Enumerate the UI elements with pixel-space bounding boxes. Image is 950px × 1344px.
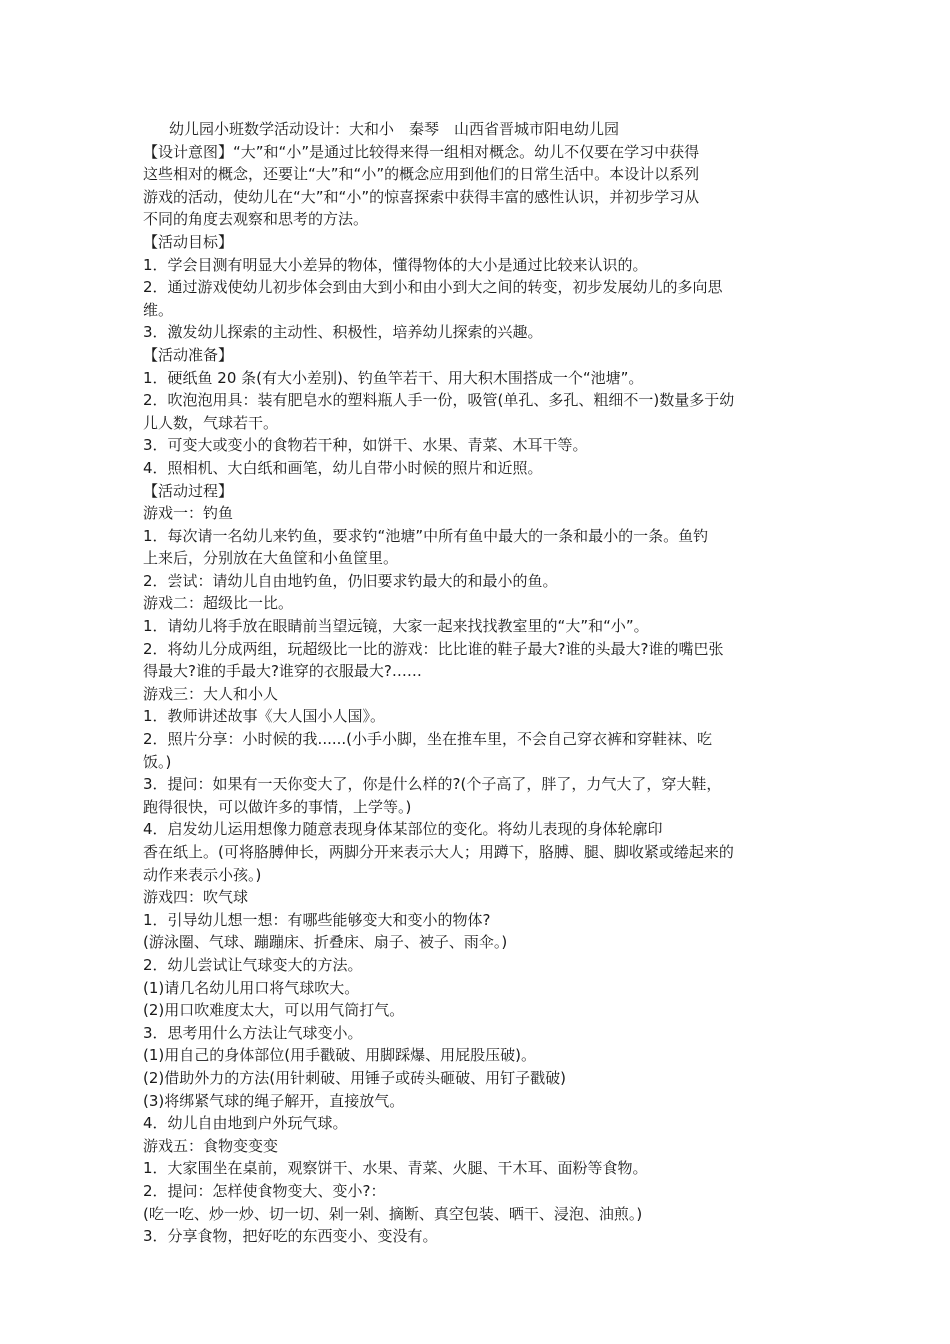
text-line: 1．引导幼儿想一想：有哪些能够变大和变小的物体? — [143, 910, 491, 929]
text-line: 3．激发幼儿探索的主动性、积极性，培养幼儿探索的兴趣。 — [143, 323, 543, 342]
text-line: 跑得很快，可以做许多的事情，上学等。) — [143, 797, 412, 816]
text-line: 游戏的活动，使幼儿在“大”和“小”的惊喜探索中获得丰富的感性认识，并初步学习从 — [143, 187, 700, 206]
game-heading: 游戏四：吹气球 — [143, 888, 249, 907]
text-line: 2．吹泡泡用具：装有肥皂水的塑料瓶人手一份，吸管(单孔、多孔、粗细不一)数量多于幼 — [143, 391, 735, 410]
text-line: 1．大家围坐在桌前，观察饼干、水果、青菜、火腿、干木耳、面粉等食物。 — [143, 1159, 648, 1178]
text-line: 3．思考用什么方法让气球变小。 — [143, 1023, 363, 1042]
text-line: 3．分享食物，把好吃的东西变小、变没有。 — [143, 1227, 438, 1246]
section-heading: 【活动过程】 — [143, 481, 234, 500]
text-line: 2．提问：怎样使食物变大、变小?： — [143, 1181, 386, 1200]
text-line: 2．通过游戏使幼儿初步体会到由大到小和由小到大之间的转变，初步发展幼儿的多向思 — [143, 278, 723, 297]
text-line: (3)将绑紧气球的绳子解开，直接放气。 — [143, 1091, 405, 1110]
text-line: 这些相对的概念，还要让“大”和“小”的概念应用到他们的日常生活中。本设计以系列 — [143, 165, 700, 184]
game-heading: 游戏一：钓鱼 — [143, 504, 234, 523]
text-line: 2．照片分享：小时候的我......(小手小脚，坐在推车里，不会自己穿衣裤和穿鞋袜、吃 — [143, 730, 713, 749]
text-line: (2)借助外力的方法(用针刺破、用锤子或砖头砸破、用钉子戳破) — [143, 1068, 566, 1087]
text-line: 3．提问：如果有一天你变大了，你是什么样的?(个子高了，胖了，力气大了，穿大鞋， — [143, 775, 722, 794]
text-line: 1．请幼儿将手放在眼睛前当望远镜，大家一起来找找教室里的“大”和“小”。 — [143, 617, 649, 636]
game-heading: 游戏三：大人和小人 — [143, 684, 279, 703]
text-line: 得最大?谁的手最大?谁穿的衣服最大?…… — [143, 662, 422, 681]
text-line: 4．启发幼儿运用想像力随意表现身体某部位的变化。将幼儿表现的身体轮廓印 — [143, 820, 663, 839]
text-line: (1)用自己的身体部位(用手戳破、用脚踩爆、用屁股压破)。 — [143, 1046, 536, 1065]
text-line: 1．硬纸鱼 20 条(有大小差别)、钓鱼竿若干、用大积木围搭成一个“池塘”。 — [143, 368, 644, 387]
text-line: 动作来表示小孩。) — [143, 865, 262, 884]
text-line: 上来后，分别放在大鱼筐和小鱼筐里。 — [143, 549, 399, 568]
text-line: 儿人数，气球若干。 — [143, 413, 279, 432]
text-line: 2．尝试：请幼儿自由地钓鱼，仍旧要求钓最大的和最小的鱼。 — [143, 571, 558, 590]
text-line: 不同的角度去观察和思考的方法。 — [143, 210, 369, 229]
section-heading: 【活动准备】 — [143, 345, 234, 364]
text-line: 2．幼儿尝试让气球变大的方法。 — [143, 955, 363, 974]
text-line: (吃一吃、炒一炒、切一切、剁一剁、摘断、真空包装、晒干、浸泡、油煎。) — [143, 1204, 643, 1223]
text-line: 1．教师讲述故事《大人国小人国》。 — [143, 707, 386, 726]
document-body — [143, 118, 810, 1248]
text-line: 4．幼儿自由地到户外玩气球。 — [143, 1114, 348, 1133]
text-line: 2．将幼儿分成两组，玩超级比一比的游戏：比比谁的鞋子最大?谁的头最大?谁的嘴巴张 — [143, 639, 724, 658]
game-heading: 游戏五：食物变变变 — [143, 1136, 279, 1155]
text-line: 4．照相机、大白纸和画笔，幼儿自带小时候的照片和近照。 — [143, 458, 543, 477]
text-line: 饭。) — [143, 752, 172, 771]
text-line: 维。 — [143, 300, 174, 319]
game-heading: 游戏二：超级比一比。 — [143, 594, 294, 613]
text-line: 3．可变大或变小的食物若干种，如饼干、水果、青菜、木耳干等。 — [143, 436, 588, 455]
text-line: 香在纸上。(可将胳膊伸长，两脚分开来表示大人；用蹲下，胳膊、腿、脚收紧或绻起来的 — [143, 843, 734, 861]
section-heading: 【活动目标】 — [143, 232, 234, 251]
text-line: 1．学会目测有明显大小差异的物体，懂得物体的大小是通过比较来认识的。 — [143, 255, 648, 274]
text-line: (游泳圈、气球、蹦蹦床、折叠床、扇子、被子、雨伞。) — [143, 933, 508, 952]
text-line: 1．每次请一名幼儿来钓鱼，要求钓“池塘”中所有鱼中最大的一条和最小的一条。鱼钓 — [143, 526, 709, 545]
document-title: 幼儿园小班数学活动设计：大和小 秦琴 山西省晋城市阳电幼儿园 — [169, 120, 620, 138]
text-line: 【设计意图】“大”和“小”是通过比较得来得一组相对概念。幼儿不仅要在学习中获得 — [143, 142, 700, 161]
text-line: (2)用口吹难度太大，可以用气筒打气。 — [143, 1001, 405, 1020]
text-line: (1)请几名幼儿用口将气球吹大。 — [143, 978, 360, 997]
